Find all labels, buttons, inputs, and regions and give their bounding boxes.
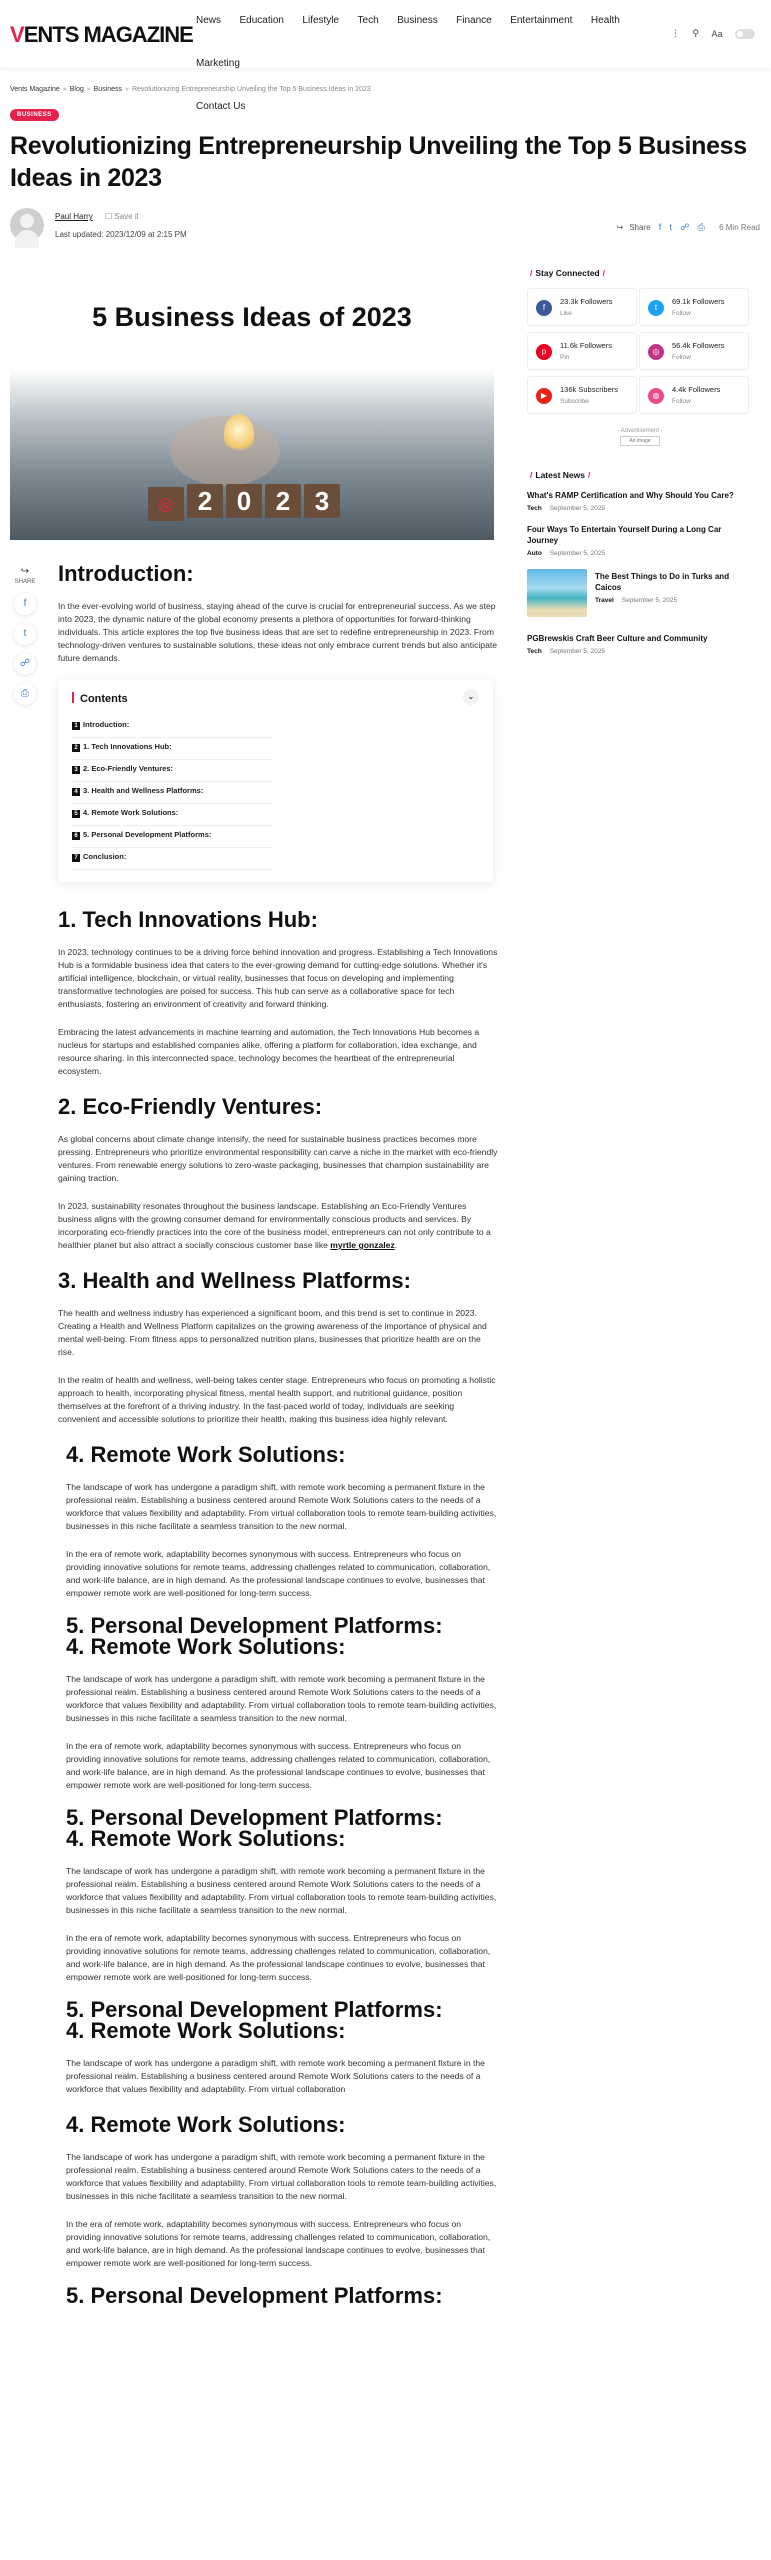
read-time: 6 Min Read (719, 223, 760, 232)
news-date: September 5, 2025 (549, 505, 605, 512)
year-digit: 0 (226, 484, 262, 518)
side-twitter-icon[interactable]: t (14, 623, 36, 645)
remote-heading: 4. Remote Work Solutions: (66, 2018, 346, 2043)
year-digit: 2 (187, 484, 223, 518)
target-icon: ◎ (148, 487, 184, 521)
remote-paragraph-2: In the era of remote work, adaptability becomes synonymous with success. Entrepreneurs who focus on providing innovative solutions for remote teams, addressing challenges related to communication, collaboration, and work-life balance, are in high demand. As the professional landscape continues to evolve, businesses that empower remote work are well-positioned for long-term success. (66, 1933, 491, 1982)
main-nav (196, 10, 646, 115)
news-title[interactable]: What's RAMP Certification and Why Should You Care? (527, 491, 734, 500)
news-title[interactable]: Four Ways To Entertain Yourself During a Long Car Journey (527, 525, 722, 545)
nav-education[interactable]: Education (239, 15, 284, 26)
toc-item[interactable]: 2 1. Tech Innovations Hub: (72, 740, 272, 760)
health-paragraph-2: In the realm of health and wellness, well-being takes center stage. Entrepreneurs who focus on promoting a holistic approach to health, incorporating physical fitness, mental health support, and nutritional guidance, position themselves at the forefront of a thriving industry. In the fast-paced world of today, individuals are seeking convenient and accessible solutions to prioritize their health, making this business idea highly relevant. (58, 1375, 496, 1424)
breadcrumb-current: Revolutionizing Entrepreneurship Unveiling the Top 5 Business Ideas in 2023 (131, 86, 371, 93)
sidebar (527, 268, 753, 667)
facebook-share-icon[interactable]: f (658, 222, 662, 232)
share-arrow-icon: ↪ (20, 566, 30, 577)
eco-paragraph-1: As global concerns about climate change intensify, the need for sustainable business practices becomes more pressing. Entrepreneurs who prioritize environmental responsibility can carve a niche in the market with eco-friendly ventures. From renewable energy solutions to zero-waste packaging, businesses that champion sustainability are gaining traction. (58, 1134, 498, 1183)
logo-accent-letter: V (10, 22, 24, 47)
intro-paragraph: In the ever-evolving world of business, staying ahead of the curve is crucial for entrepreneurial success. As we step into 2023, the dynamic nature of the global economy presents a plethora of opportunities for forward-thinking individuals. This article explores the top five business ideas that are set to redefine entrepreneurship in 2023. From technology-driven ventures to sustainable solutions, these ideas not only embrace current trends but also anticipate future demands. (58, 601, 498, 663)
share-label: Share (629, 223, 651, 232)
health-paragraph-1: The health and wellness industry has experienced a significant boom, and this trend is set to continue in 2023. Creating a Health and Wellness Platform capitalizes on the growing awareness of the importance of physical and mental well-being. From fitness apps to personalized nutrition plans, businesses that prioritize health are on the rise. (58, 1308, 487, 1357)
follow-pinterest[interactable]: p 11.6k Followers Pin (527, 332, 637, 370)
twitter-share-icon[interactable]: t (669, 222, 673, 232)
print-icon[interactable]: ⎙ (697, 222, 705, 232)
remote-paragraph-2: In the era of remote work, adaptability becomes synonymous with success. Entrepreneurs who focus on providing innovative solutions for remote teams, addressing challenges related to communication, collaboration, and work-life balance, are in high demand. As the professional landscape continues to evolve, businesses that empower remote work are well-positioned for long-term success. (66, 2219, 491, 2268)
author-row (10, 208, 760, 244)
follow-youtube[interactable]: ▶ 136k Subscribers Subscribe (527, 376, 637, 414)
health-heading: 3. Health and Wellness Platforms: (58, 1268, 411, 1293)
news-item[interactable] (527, 490, 753, 512)
follow-dribbble[interactable]: ◍ 4.4k Followers Follow (639, 376, 749, 414)
ad-image[interactable]: Ad image (620, 436, 660, 446)
eco-heading: 2. Eco-Friendly Ventures: (58, 1094, 323, 1119)
breadcrumb: Vents Magazine » Blog » Business » Revolutionizing Entrepreneurship Unveiling the Top 5 Business Ideas in 2023 (10, 86, 371, 93)
news-date: September 5, 2025 (549, 550, 606, 557)
nav-lifestyle[interactable]: Lifestyle (302, 15, 340, 26)
breadcrumb-home[interactable]: Vents Magazine (10, 86, 60, 93)
follow-facebook[interactable]: f 23.3k Followers Like (527, 288, 637, 326)
facebook-icon: f (536, 300, 552, 316)
featured-image-heading: 5 Business Ideas of 2023 (92, 302, 412, 332)
advertisement-label: - Advertisement - (617, 428, 663, 434)
font-size-button[interactable]: Aa (711, 28, 723, 39)
more-menu-icon[interactable]: ⋮ (670, 28, 680, 39)
side-print-icon[interactable]: ⎙ (14, 683, 36, 705)
latest-news-title: / Latest News / (530, 470, 591, 480)
nav-finance[interactable]: Finance (456, 15, 492, 26)
news-category[interactable]: Travel (595, 597, 614, 604)
site-logo[interactable] (10, 22, 193, 48)
news-item[interactable] (527, 569, 753, 621)
table-of-contents (58, 680, 493, 882)
news-category[interactable]: Auto (527, 550, 542, 557)
remote-heading: 4. Remote Work Solutions: (66, 1634, 346, 1659)
category-badge[interactable]: BUSINESS (10, 109, 59, 121)
chevron-down-icon[interactable]: ⌄ (463, 689, 479, 705)
logo-text: ENTS MAGAZINE (23, 22, 193, 47)
advertisement (527, 428, 753, 446)
remote-heading: 4. Remote Work Solutions: (66, 2112, 346, 2137)
remote-paragraph-2: In the era of remote work, adaptability becomes synonymous with success. Entrepreneurs who focus on providing innovative solutions for remote teams, addressing challenges related to communication, collaboration, and work-life balance, are in high demand. As the professional landscape continues to evolve, businesses that empower remote work are well-positioned for long-term success. (66, 1549, 491, 1598)
stay-connected-title: / Stay Connected / (530, 268, 605, 278)
eco-paragraph-2: In 2023, sustainability resonates throughout the business landscape. Establishing an Eco-Friendly Ventures business aligns with the growing consumer demand for environmentally conscious products and services. By incorporating eco-friendly practices into the core of the business model, entrepreneurs can not only contribute to a healthier planet but also attract a socially conscious customer base like myrtle gonzalez. (58, 1201, 491, 1250)
year-digit: 3 (304, 484, 340, 518)
side-share-label: SHARE (14, 579, 36, 585)
side-facebook-icon[interactable]: f (14, 593, 36, 615)
featured-image (10, 296, 494, 540)
news-thumbnail[interactable] (527, 569, 587, 617)
tech-paragraph-2: Embracing the latest advancements in machine learning and automation, the Tech Innovations Hub becomes a nucleus for startups and established companies alike, offering a platform for collaboration, idea exchange, and resource sharing. In this interconnected space, technology becomes the heartbeat of the entrepreneurial ecosystem. (58, 1027, 480, 1076)
toc-item[interactable]: 6 5. Personal Development Platforms: (72, 828, 272, 848)
news-date: September 5, 2025 (549, 648, 605, 655)
tech-paragraph-1: In 2023, technology continues to be a driving force behind innovation and progress. Establishing a Tech Innovations Hub is a formidable business idea that caters to the ever-growing demand for cutting-edge solutions. Whether it's artificial intelligence, blockchain, or virtual reality, businesses that focus on developing and implementing transformative technologies are poised for success. This hub can serve as a collaborative space for tech enthusiasts, fostering an environment of creativity and forward thinking. (58, 947, 498, 1009)
article-body (58, 560, 498, 2308)
myrtle-gonzalez-link[interactable]: myrtle gonzalez (330, 1240, 395, 1250)
nav-tech[interactable]: Tech (357, 15, 379, 26)
instagram-icon: ◎ (648, 344, 664, 360)
save-it-button[interactable] (105, 212, 139, 221)
link-share-icon[interactable]: ☍ (680, 222, 690, 232)
toc-title: Contents (80, 693, 128, 705)
header-tools (661, 28, 755, 39)
news-item[interactable] (527, 633, 753, 655)
save-it-label: Save it (114, 212, 139, 221)
nav-entertainment[interactable]: Entertainment (510, 15, 573, 26)
search-icon[interactable]: ⚲ (692, 28, 699, 39)
tech-heading: 1. Tech Innovations Hub: (58, 907, 318, 932)
latest-news (527, 470, 753, 655)
news-category[interactable]: Tech (527, 648, 542, 655)
remote-heading: 4. Remote Work Solutions: (66, 1442, 346, 1467)
remote-paragraph-2: In the era of remote work, adaptability becomes synonymous with success. Entrepreneurs who focus on providing innovative solutions for remote teams, addressing challenges related to communication, collaboration, and work-life balance, are in high demand. As the professional landscape continues to evolve, businesses that empower remote work are well-positioned for long-term success. (66, 1741, 491, 1790)
intro-heading: Introduction: (58, 561, 194, 586)
year-cubes (148, 484, 343, 521)
dark-mode-toggle[interactable] (735, 29, 755, 39)
news-title[interactable]: PGBrewskis Craft Beer Culture and Community (527, 634, 708, 643)
remote-paragraph-1: The landscape of work has undergone a paradigm shift, with remote work becoming a permanent fixture in the professional realm. Establishing a business centered around Remote Work Solutions caters to the needs of a workforce that values flexibility and adaptability. From virtual collaboration tools to remote team-building activities, businesses in this niche facilitate a seamless transition to the new normal. (66, 1482, 497, 1531)
toc-item[interactable]: 7 Conclusion: (72, 850, 272, 870)
remote-paragraph-1: The landscape of work has undergone a paradigm shift, with remote work becoming a permanent fixture in the professional realm. Establishing a business centered around Remote Work Solutions caters to the needs of a workforce that values flexibility and adaptability. From virtual collaboration tools to remote team-building activities, businesses in this niche facilitate a seamless transition to the new normal. (66, 1866, 497, 1915)
nav-contact-us[interactable]: Contact Us (196, 101, 246, 112)
follow-twitter[interactable]: t 69.1k Followers Follow (639, 288, 749, 326)
remote-paragraph-1: The landscape of work has undergone a paradigm shift, with remote work becoming a permanent fixture in the professional realm. Establishing a business centered around Remote Work Solutions caters to the needs of a workforce that values flexibility and adaptability. From virtual collaboration tools to remote team-building activities, businesses in this niche facilitate a seamless transition to the new normal. (66, 2152, 497, 2201)
author-avatar[interactable] (10, 208, 44, 242)
last-updated: Last updated: 2023/12/09 at 2:15 PM (55, 230, 187, 239)
breadcrumb-business[interactable]: Business (93, 86, 123, 93)
toc-item[interactable]: 5 4. Remote Work Solutions: (72, 806, 272, 826)
nav-health[interactable]: Health (590, 15, 620, 26)
nav-news[interactable]: News (196, 15, 222, 26)
news-title[interactable]: The Best Things to Do in Turks and Caicos (595, 572, 730, 592)
follow-instagram[interactable]: ◎ 56.4k Followers Follow (639, 332, 749, 370)
breadcrumb-blog[interactable]: Blog (69, 86, 84, 93)
author-name[interactable]: Paul Harry (55, 212, 93, 221)
personal-heading-cut: 5. Personal Development Platforms: (66, 2283, 443, 2308)
share-bar (610, 222, 760, 233)
remote-paragraph-1: The landscape of work has undergone a paradigm shift, with remote work becoming a permanent fixture in the professional realm. Establishing a business centered around Remote Work Solutions caters to the needs of a workforce that values flexibility and adaptability. From virtual collaboration tools to remote team-building activities, businesses in this niche facilitate a seamless transition to the new normal. (66, 1674, 497, 1723)
toc-item[interactable]: 1 Introduction: (72, 718, 272, 738)
toc-header[interactable] (72, 692, 479, 710)
social-follow-grid (527, 288, 753, 420)
lightbulb-icon (224, 414, 254, 454)
side-share-bar (12, 566, 38, 705)
personal-heading-cut: 5. Personal Development Platforms: (66, 1613, 443, 1638)
youtube-icon: ▶ (536, 388, 552, 404)
bookmark-icon: ☐ (105, 212, 113, 221)
personal-heading-cut: 5. Personal Development Platforms: (66, 1805, 443, 1830)
news-item[interactable] (527, 524, 753, 557)
personal-heading-cut: 5. Personal Development Platforms: (66, 1997, 443, 2022)
nav-marketing[interactable]: Marketing (196, 58, 240, 69)
nav-business[interactable]: Business (397, 15, 438, 26)
toc-item[interactable]: 4 3. Health and Wellness Platforms: (72, 784, 272, 804)
toc-item[interactable]: 3 2. Eco-Friendly Ventures: (72, 762, 272, 782)
news-date: September 5, 2025 (621, 597, 678, 604)
dribbble-icon: ◍ (648, 388, 664, 404)
share-icon: ↪ (616, 223, 624, 232)
remote-paragraph-short: The landscape of work has undergone a paradigm shift, with remote work becoming a permanent fixture in the professional realm. Establishing a business centered around Remote Work Solutions caters to the needs of a workforce that values flexibility and adaptability. From virtual collaboration (66, 2058, 485, 2094)
news-category[interactable]: Tech (527, 505, 542, 512)
year-digit: 2 (265, 484, 301, 518)
article-title: Revolutionizing Entrepreneurship Unveiling the Top 5 Business Ideas in 2023 (10, 132, 747, 192)
remote-heading: 4. Remote Work Solutions: (66, 1826, 346, 1851)
side-link-icon[interactable]: ☍ (14, 653, 36, 675)
twitter-icon: t (648, 300, 664, 316)
pinterest-icon: p (536, 344, 552, 360)
